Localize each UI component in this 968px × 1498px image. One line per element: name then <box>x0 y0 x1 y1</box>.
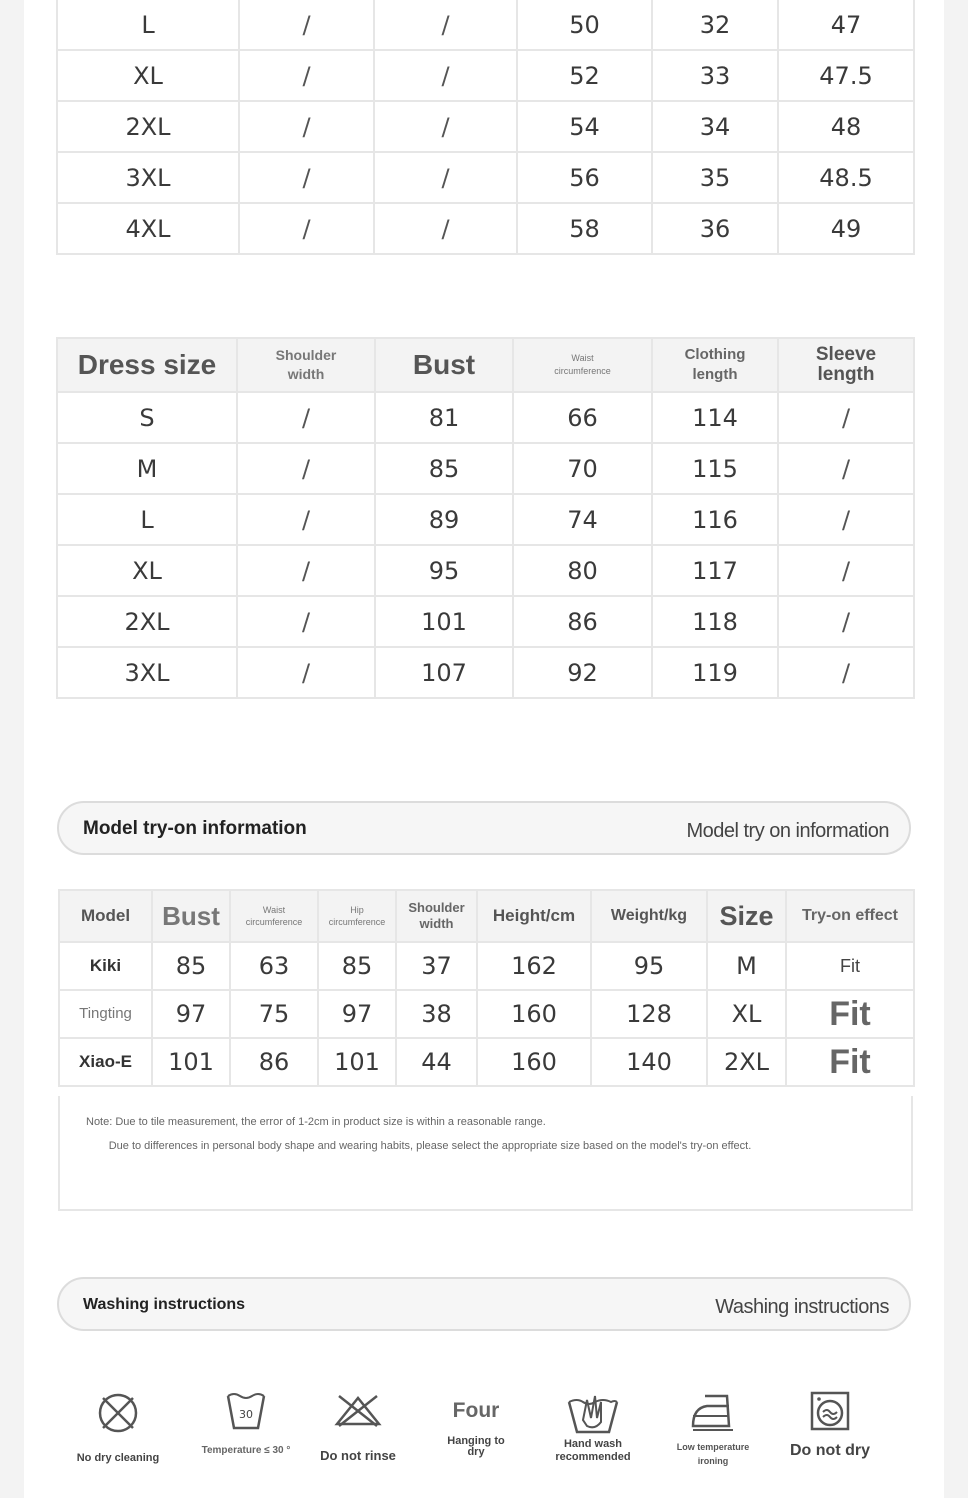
cell-c4 <box>652 152 778 203</box>
cell-sleeve <box>778 392 914 443</box>
wash-label: Do not rinse <box>320 1448 396 1463</box>
no-rinse-icon <box>333 1390 383 1430</box>
cell-bust <box>375 647 513 698</box>
cell-weight-value: 128 <box>626 1000 672 1028</box>
cell-waist-value: 63 <box>258 952 290 980</box>
cell-c3-value: 54 <box>569 112 600 141</box>
cell-c5 <box>778 0 914 50</box>
cell-waist-value: 86 <box>567 607 598 636</box>
cell-bust <box>375 443 513 494</box>
cell-size <box>707 990 786 1038</box>
cell-bust <box>152 1038 230 1086</box>
table-row <box>57 596 914 647</box>
table-row <box>57 545 914 596</box>
cell-sleeve-value: / <box>841 607 851 636</box>
note-line-2: Due to differences in personal body shape and wearing habits, please select the appropriate size based on the model's try-on effect. <box>108 1140 752 1152</box>
table-row <box>57 647 914 698</box>
table-row <box>57 152 914 203</box>
cell-size-value: 3XL <box>125 163 171 192</box>
cell-waist-value: 66 <box>567 403 598 432</box>
header-shoulder: Shoulder width <box>396 890 477 942</box>
cell-waist <box>513 596 652 647</box>
header-height: Height/cm <box>477 890 591 942</box>
cell-length-value: 118 <box>692 607 738 636</box>
cell-shoulder-value: 38 <box>421 1000 452 1028</box>
cell-c4 <box>652 101 778 152</box>
cell-c2-value: / <box>441 10 450 39</box>
wash-hand-wash <box>533 1390 653 1464</box>
cell-effect <box>786 1038 914 1086</box>
banner-subtitle: Washing instructions <box>715 1296 889 1318</box>
cell-size-value: L <box>141 10 155 39</box>
cell-length-value: 115 <box>692 454 738 483</box>
cell-length <box>652 647 778 698</box>
cell-c1-value: / <box>302 163 311 192</box>
cell-sleeve <box>778 545 914 596</box>
wash-label: Hanging to dry <box>447 1435 505 1458</box>
cell-c4-value: 36 <box>699 214 731 243</box>
cell-weight-value: 95 <box>633 952 665 980</box>
cell-c3 <box>517 152 652 203</box>
cell-size-value: XL <box>133 61 163 90</box>
table-row <box>57 50 914 101</box>
cell-c2-value: / <box>441 112 450 141</box>
cell-bust-value: 85 <box>175 952 207 980</box>
right-margin <box>944 0 968 1498</box>
cell-hip-value: 97 <box>341 1000 373 1028</box>
cell-hip-value: 85 <box>341 952 373 980</box>
cell-c5 <box>778 50 914 101</box>
cell-height-value: 160 <box>511 1048 557 1076</box>
cell-size <box>57 203 239 254</box>
cell-shoulder-value: / <box>301 607 311 636</box>
cell-size-value: S <box>139 403 155 432</box>
cell-sleeve <box>778 443 914 494</box>
header-hip: Hip circumference <box>318 890 396 942</box>
cell-size <box>57 152 239 203</box>
cell-c2-value: / <box>441 214 450 243</box>
cell-shoulder <box>237 647 375 698</box>
cell-shoulder-value: / <box>301 556 311 585</box>
cell-c5-value: 47.5 <box>819 61 873 90</box>
cell-size <box>57 596 237 647</box>
banner-subtitle: Model try on information <box>686 820 889 842</box>
notes-box <box>58 1096 913 1211</box>
cell-bust-value: 95 <box>428 556 460 585</box>
header-waist: Waist circumference <box>513 338 652 392</box>
wash-label: Do not dry <box>790 1442 870 1459</box>
cell-shoulder <box>237 545 375 596</box>
four-label: Four <box>452 1399 500 1422</box>
model-tryon-table <box>58 889 915 1087</box>
svg-text:30: 30 <box>239 1408 253 1421</box>
cell-bust-value: 107 <box>421 658 467 687</box>
cell-bust-value: 81 <box>428 403 460 432</box>
cell-model <box>59 990 152 1038</box>
cell-weight <box>591 942 707 990</box>
wash-hanging <box>416 1390 536 1458</box>
cell-sleeve <box>778 596 914 647</box>
cell-weight <box>591 1038 707 1086</box>
cell-size-value: 2XL <box>125 112 171 141</box>
cell-size <box>57 545 237 596</box>
wash-do-not-rinse <box>298 1390 418 1463</box>
cell-shoulder-value: / <box>301 658 311 687</box>
cell-c3-value: 52 <box>569 61 600 90</box>
cell-waist <box>230 942 318 990</box>
model-info-banner <box>57 801 911 855</box>
cell-c3 <box>517 101 652 152</box>
cell-c5 <box>778 101 914 152</box>
cell-bust-value: 101 <box>421 607 467 636</box>
cell-sleeve <box>778 494 914 545</box>
cell-c1-value: / <box>302 10 311 39</box>
cell-size <box>707 1038 786 1086</box>
cell-effect-value: Fit <box>829 994 871 1033</box>
cell-hip <box>318 942 396 990</box>
cell-waist <box>230 1038 318 1086</box>
cell-sleeve-value: / <box>841 556 851 585</box>
table-row <box>57 101 914 152</box>
header-bust: Bust <box>152 890 230 942</box>
cell-size <box>57 101 239 152</box>
cell-c1 <box>239 50 374 101</box>
cell-size-value: M <box>736 952 757 980</box>
cell-c3 <box>517 50 652 101</box>
cell-c4-value: 34 <box>699 112 731 141</box>
cell-shoulder <box>396 942 477 990</box>
cell-bust <box>152 990 230 1038</box>
header-effect: Try-on effect <box>786 890 914 942</box>
cell-weight-value: 140 <box>626 1048 672 1076</box>
cell-height-value: 160 <box>511 1000 557 1028</box>
header-model: Model <box>59 890 152 942</box>
table-row <box>57 443 914 494</box>
cell-shoulder-value: 37 <box>421 952 452 980</box>
cell-effect-value: Fit <box>840 955 860 976</box>
header-waist: Waist circumference <box>230 890 318 942</box>
cell-c3 <box>517 203 652 254</box>
cell-size <box>57 0 239 50</box>
size-table-top <box>56 0 915 255</box>
cell-c1-value: / <box>302 214 311 243</box>
washing-banner <box>57 1277 911 1331</box>
cell-size <box>57 647 237 698</box>
cell-shoulder <box>237 494 375 545</box>
cell-waist <box>513 545 652 596</box>
cell-waist <box>513 494 652 545</box>
cell-waist-value: 74 <box>567 505 598 534</box>
cell-effect-value: Fit <box>829 1042 871 1081</box>
cell-c5-value: 49 <box>830 214 862 243</box>
note-line-1: Note: Due to tile measurement, the error of 1-2cm in product size is within a reasonable range. <box>86 1116 546 1128</box>
cell-effect <box>786 942 914 990</box>
table-header-row <box>57 338 914 392</box>
cell-size-value: M <box>136 454 158 483</box>
cell-shoulder-value: 44 <box>421 1048 452 1076</box>
cell-size-value: 2XL <box>723 1048 770 1076</box>
cell-bust-value: 101 <box>168 1048 214 1076</box>
cell-waist-value: 75 <box>258 1000 290 1028</box>
cell-bust <box>375 392 513 443</box>
cell-model-value: Xiao-E <box>79 1052 132 1071</box>
table-row <box>57 494 914 545</box>
cell-sleeve-value: / <box>841 658 851 687</box>
table-row <box>59 990 914 1038</box>
cell-model-value: Kiki <box>89 956 122 975</box>
cell-c3-value: 50 <box>569 10 600 39</box>
cell-waist <box>513 647 652 698</box>
cell-c1 <box>239 203 374 254</box>
cell-bust-value: 89 <box>428 505 460 534</box>
wash-no-dry-cleaning <box>58 1390 178 1465</box>
cell-bust-value: 85 <box>428 454 460 483</box>
cell-size-value: 4XL <box>125 214 171 243</box>
cell-sleeve-value: / <box>841 505 851 534</box>
cell-c3-value: 56 <box>569 163 600 192</box>
cell-waist <box>230 990 318 1038</box>
wash-label: No dry cleaning <box>76 1452 160 1464</box>
iron-icon <box>689 1390 737 1434</box>
cell-length-value: 117 <box>692 556 738 585</box>
cell-waist-value: 86 <box>258 1048 290 1076</box>
cell-c2 <box>374 0 517 50</box>
cell-c5 <box>778 203 914 254</box>
cell-model <box>59 942 152 990</box>
cell-c2 <box>374 203 517 254</box>
header-weight: Weight/kg <box>591 890 707 942</box>
cell-length <box>652 545 778 596</box>
cell-c4-value: 32 <box>699 10 731 39</box>
cell-waist <box>513 443 652 494</box>
cell-shoulder <box>396 990 477 1038</box>
cell-model <box>59 1038 152 1086</box>
table-row <box>59 1038 914 1086</box>
cell-length <box>652 443 778 494</box>
header-dress-size: Dress size <box>57 338 237 392</box>
cell-c2 <box>374 50 517 101</box>
table-header-row <box>59 890 914 942</box>
cell-size-value: 3XL <box>124 658 170 687</box>
cell-waist-value: 92 <box>567 658 598 687</box>
table-row <box>57 0 914 50</box>
cell-c1-value: / <box>302 112 311 141</box>
cell-c4 <box>652 50 778 101</box>
cell-shoulder-value: / <box>301 505 311 534</box>
hand-wash-icon <box>565 1390 621 1436</box>
cell-model-value: Tingting <box>79 1005 132 1022</box>
cell-c5-value: 47 <box>830 10 862 39</box>
cell-sleeve-value: / <box>841 403 851 432</box>
no-dry-clean-icon <box>95 1390 141 1436</box>
cell-shoulder <box>396 1038 477 1086</box>
cell-hip <box>318 1038 396 1086</box>
cell-c1 <box>239 101 374 152</box>
cell-c4 <box>652 203 778 254</box>
cell-waist <box>513 392 652 443</box>
banner-title: Model try-on information <box>83 818 307 839</box>
cell-shoulder <box>237 443 375 494</box>
cell-c2-value: / <box>441 163 450 192</box>
wash-temperature <box>186 1390 306 1457</box>
dress-size-table <box>56 337 915 699</box>
cell-length-value: 119 <box>692 658 738 687</box>
cell-shoulder-value: / <box>301 454 311 483</box>
cell-height-value: 162 <box>511 952 557 980</box>
cell-height <box>477 942 591 990</box>
cell-shoulder-value: / <box>301 403 311 432</box>
cell-c5-value: 48 <box>830 112 862 141</box>
header-shoulder-width: Shoulder width <box>237 338 375 392</box>
cell-c1 <box>239 0 374 50</box>
cell-c4-value: 35 <box>699 163 731 192</box>
cell-shoulder <box>237 596 375 647</box>
cell-shoulder <box>237 392 375 443</box>
banner-title: Washing instructions <box>83 1296 246 1313</box>
cell-c5 <box>778 152 914 203</box>
left-margin <box>0 0 24 1498</box>
wash-tub-icon <box>224 1390 268 1434</box>
cell-length-value: 114 <box>692 403 738 432</box>
cell-bust-value: 97 <box>175 1000 207 1028</box>
wash-label: Hand wash recommended <box>555 1438 631 1463</box>
table-row <box>57 392 914 443</box>
cell-c2 <box>374 152 517 203</box>
cell-length <box>652 596 778 647</box>
cell-effect <box>786 990 914 1038</box>
cell-size <box>57 494 237 545</box>
cell-c5-value: 48.5 <box>819 163 873 192</box>
cell-hip-value: 101 <box>334 1048 380 1076</box>
header-clothing-length: Clothing length <box>652 338 778 392</box>
cell-bust <box>152 942 230 990</box>
cell-length <box>652 392 778 443</box>
cell-size-value: XL <box>132 556 162 585</box>
cell-bust <box>375 545 513 596</box>
table-row <box>59 942 914 990</box>
cell-height <box>477 990 591 1038</box>
cell-length-value: 116 <box>692 505 738 534</box>
no-tumble-dry-icon <box>809 1390 851 1432</box>
cell-size-value: 2XL <box>124 607 170 636</box>
cell-c4-value: 33 <box>699 61 731 90</box>
header-bust: Bust <box>375 338 513 392</box>
wash-label: Low temperature ironing <box>676 1442 750 1466</box>
cell-hip <box>318 990 396 1038</box>
cell-size <box>707 942 786 990</box>
header-sleeve-length: Sleeve length <box>778 338 914 392</box>
cell-size <box>57 443 237 494</box>
cell-c3-value: 58 <box>569 214 600 243</box>
cell-c1-value: / <box>302 61 311 90</box>
cell-c4 <box>652 0 778 50</box>
wash-do-not-dry <box>770 1390 890 1460</box>
cell-sleeve <box>778 647 914 698</box>
cell-c3 <box>517 0 652 50</box>
cell-size <box>57 50 239 101</box>
cell-c1 <box>239 152 374 203</box>
cell-size-value: XL <box>731 1000 762 1028</box>
cell-sleeve-value: / <box>841 454 851 483</box>
cell-waist-value: 70 <box>567 454 598 483</box>
cell-waist-value: 80 <box>567 556 598 585</box>
cell-weight <box>591 990 707 1038</box>
cell-size-value: L <box>140 505 154 534</box>
cell-bust <box>375 596 513 647</box>
cell-c2-value: / <box>441 61 450 90</box>
table-row <box>57 203 914 254</box>
wash-label: Temperature ≤ 30 ° <box>201 1445 291 1456</box>
wash-low-temp-ironing <box>653 1390 773 1468</box>
cell-c2 <box>374 101 517 152</box>
cell-bust <box>375 494 513 545</box>
cell-size <box>57 392 237 443</box>
cell-length <box>652 494 778 545</box>
cell-height <box>477 1038 591 1086</box>
header-size: Size <box>707 890 786 942</box>
